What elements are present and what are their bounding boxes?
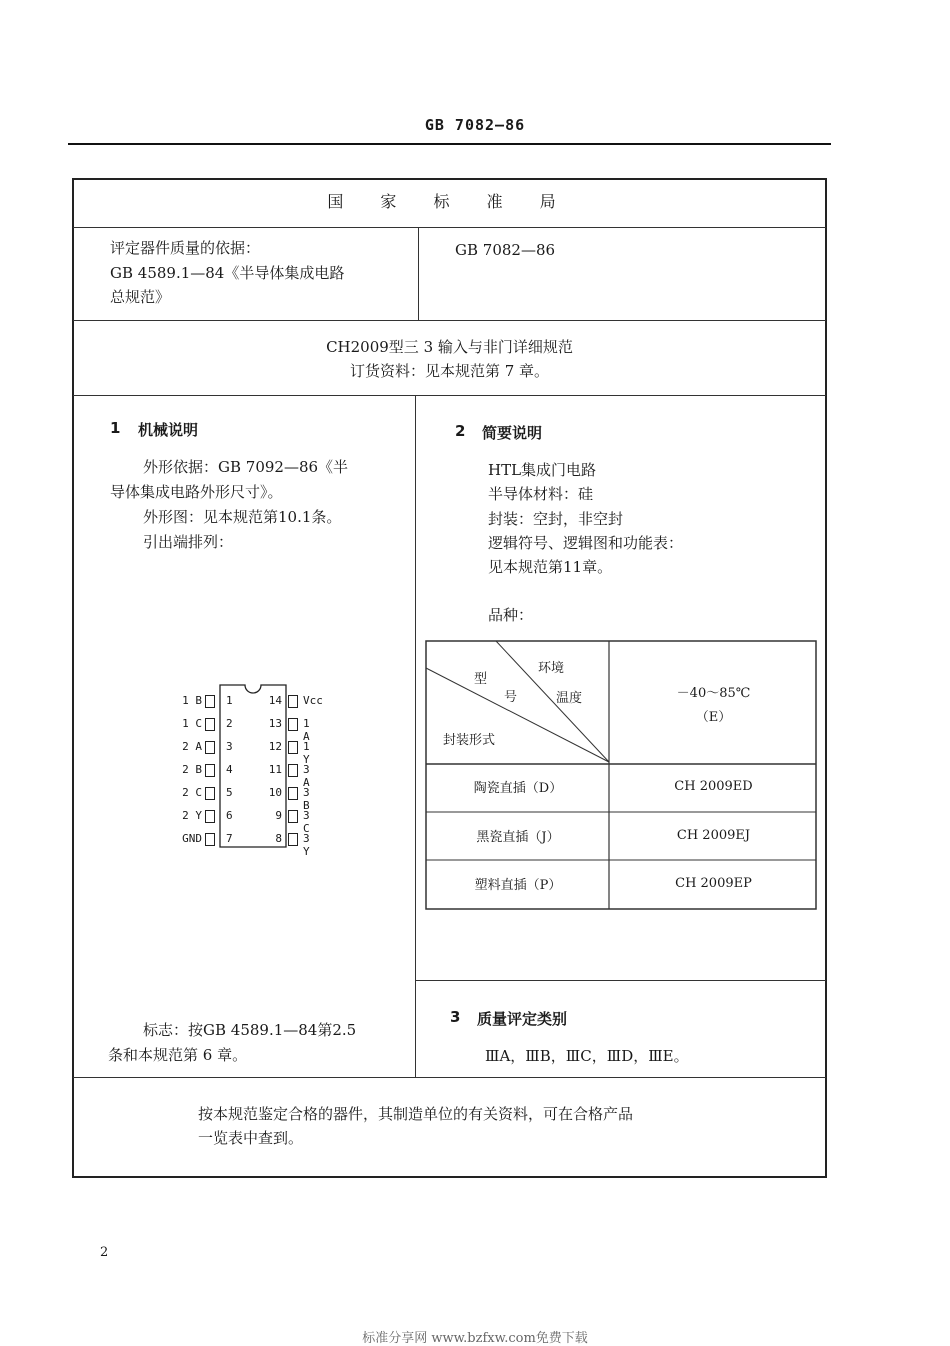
divider xyxy=(73,227,826,228)
pin-number: 9 xyxy=(275,809,282,822)
divider xyxy=(73,395,826,396)
header-temp: 温度 xyxy=(556,691,583,706)
pin-label: 2 C xyxy=(182,786,202,799)
header-type-1: 型 xyxy=(474,672,488,687)
divider xyxy=(73,1077,826,1078)
pin-number: 12 xyxy=(268,740,282,753)
column-divider xyxy=(415,396,416,1077)
section-1-number: 1 xyxy=(110,419,121,437)
pin-number: 11 xyxy=(268,763,282,776)
pin-box xyxy=(288,764,298,777)
pin-box xyxy=(205,810,215,823)
package-type: 陶瓷直插（D） xyxy=(473,781,563,796)
section-1-line: 导体集成电路外形尺寸》。 xyxy=(110,483,283,501)
temp-range: －40～85℃ xyxy=(676,686,751,701)
pin-label: 3 Y xyxy=(303,832,310,858)
note-line: 一览表中查到。 xyxy=(198,1129,304,1147)
divider xyxy=(415,980,826,981)
pin-label: 2 B xyxy=(182,763,202,776)
section-1-line: 外形图：见本规范第10.1条。 xyxy=(143,508,342,526)
package-type: 黑瓷直插（J） xyxy=(476,830,560,845)
pin-number: 8 xyxy=(275,832,282,845)
section-2-line: 见本规范第11章。 xyxy=(488,558,613,576)
doc-number: GB 7082—86 xyxy=(455,241,556,259)
pin-label: GND xyxy=(182,832,202,845)
agency-name: 国 家 标 准 局 xyxy=(327,192,572,211)
section-1-heading: 机械说明 xyxy=(138,421,199,439)
section-3-number: 3 xyxy=(450,1008,461,1026)
marking-line: 标志：按GB 4589.1—84第2.5 xyxy=(143,1021,357,1039)
model-number: CH 2009EJ xyxy=(676,828,751,843)
header-env: 环境 xyxy=(538,661,565,676)
pin-box xyxy=(205,764,215,777)
basis-label: 评定器件质量的依据： xyxy=(110,239,261,257)
pin-number: 7 xyxy=(226,832,233,845)
quality-categories: ⅢA，ⅢB，ⅢC，ⅢD，ⅢE。 xyxy=(485,1047,689,1065)
pin-number: 4 xyxy=(226,763,233,776)
pin-label: 1 C xyxy=(182,717,202,730)
pin-number: 2 xyxy=(226,717,233,730)
variety-label: 品种： xyxy=(488,606,534,624)
section-2-number: 2 xyxy=(455,422,466,440)
site-footer: 标准分享网 www.bzfxw.com免费下载 xyxy=(362,1331,588,1346)
section-2-line: HTL集成门电路 xyxy=(488,461,597,479)
pin-box xyxy=(205,787,215,800)
pin-box xyxy=(288,787,298,800)
section-1-line: 外形依据：GB 7092—86《半 xyxy=(143,458,349,476)
pin-number: 13 xyxy=(268,717,282,730)
pin-box xyxy=(205,718,215,731)
pin-box xyxy=(205,833,215,846)
temp-code: （E） xyxy=(695,710,732,725)
header-type-2: 号 xyxy=(504,690,518,705)
divider xyxy=(73,320,826,321)
spec-title: CH2009型三 3 输入与非门详细规范 xyxy=(326,338,573,356)
section-2-heading: 简要说明 xyxy=(482,424,543,442)
section-2-line: 逻辑符号、逻辑图和功能表： xyxy=(488,534,684,552)
marking-line: 条和本规范第 6 章。 xyxy=(108,1046,248,1064)
package-type: 塑料直插（P） xyxy=(474,878,562,893)
section-2-line: 封装：空封，非空封 xyxy=(488,510,624,528)
pin-number: 14 xyxy=(268,694,282,707)
column-divider xyxy=(418,228,419,320)
pin-box xyxy=(288,833,298,846)
pin-number: 6 xyxy=(226,809,233,822)
pin-label: 1 A xyxy=(303,717,310,743)
pin-number: 5 xyxy=(226,786,233,799)
pin-label: 1 B xyxy=(182,694,202,707)
pin-label: Vcc xyxy=(303,694,323,707)
basis-standard: GB 4589.1—84《半导体集成电路 xyxy=(110,264,345,282)
header-package: 封装形式 xyxy=(443,733,496,748)
pin-box xyxy=(205,741,215,754)
section-2-line: 半导体材料：硅 xyxy=(488,485,594,503)
document-code-header: GB 7082—86 xyxy=(424,116,526,134)
pin-box xyxy=(288,741,298,754)
pin-label: 3 A xyxy=(303,763,310,789)
pin-label: 1 Y xyxy=(303,740,310,766)
section-1-line: 引出端排列： xyxy=(143,533,234,551)
pin-number: 10 xyxy=(268,786,282,799)
pin-box xyxy=(288,718,298,731)
pin-number: 3 xyxy=(226,740,233,753)
header-rule xyxy=(68,143,831,145)
page-number: 2 xyxy=(100,1245,109,1260)
section-3-heading: 质量评定类别 xyxy=(477,1010,568,1028)
model-number: CH 2009EP xyxy=(675,876,752,891)
pin-label: 3 C xyxy=(303,809,310,835)
model-number: CH 2009ED xyxy=(674,779,753,794)
order-info: 订货资料：见本规范第 7 章。 xyxy=(349,362,550,380)
pin-number: 1 xyxy=(226,694,233,707)
pin-label: 3 B xyxy=(303,786,310,812)
pin-box xyxy=(288,810,298,823)
pin-box xyxy=(205,695,215,708)
note-line: 按本规范鉴定合格的器件，其制造单位的有关资料，可在合格产品 xyxy=(198,1105,634,1123)
basis-standard-cont: 总规范》 xyxy=(110,288,171,306)
pin-box xyxy=(288,695,298,708)
pin-label: 2 A xyxy=(182,740,202,753)
pin-label: 2 Y xyxy=(182,809,202,822)
